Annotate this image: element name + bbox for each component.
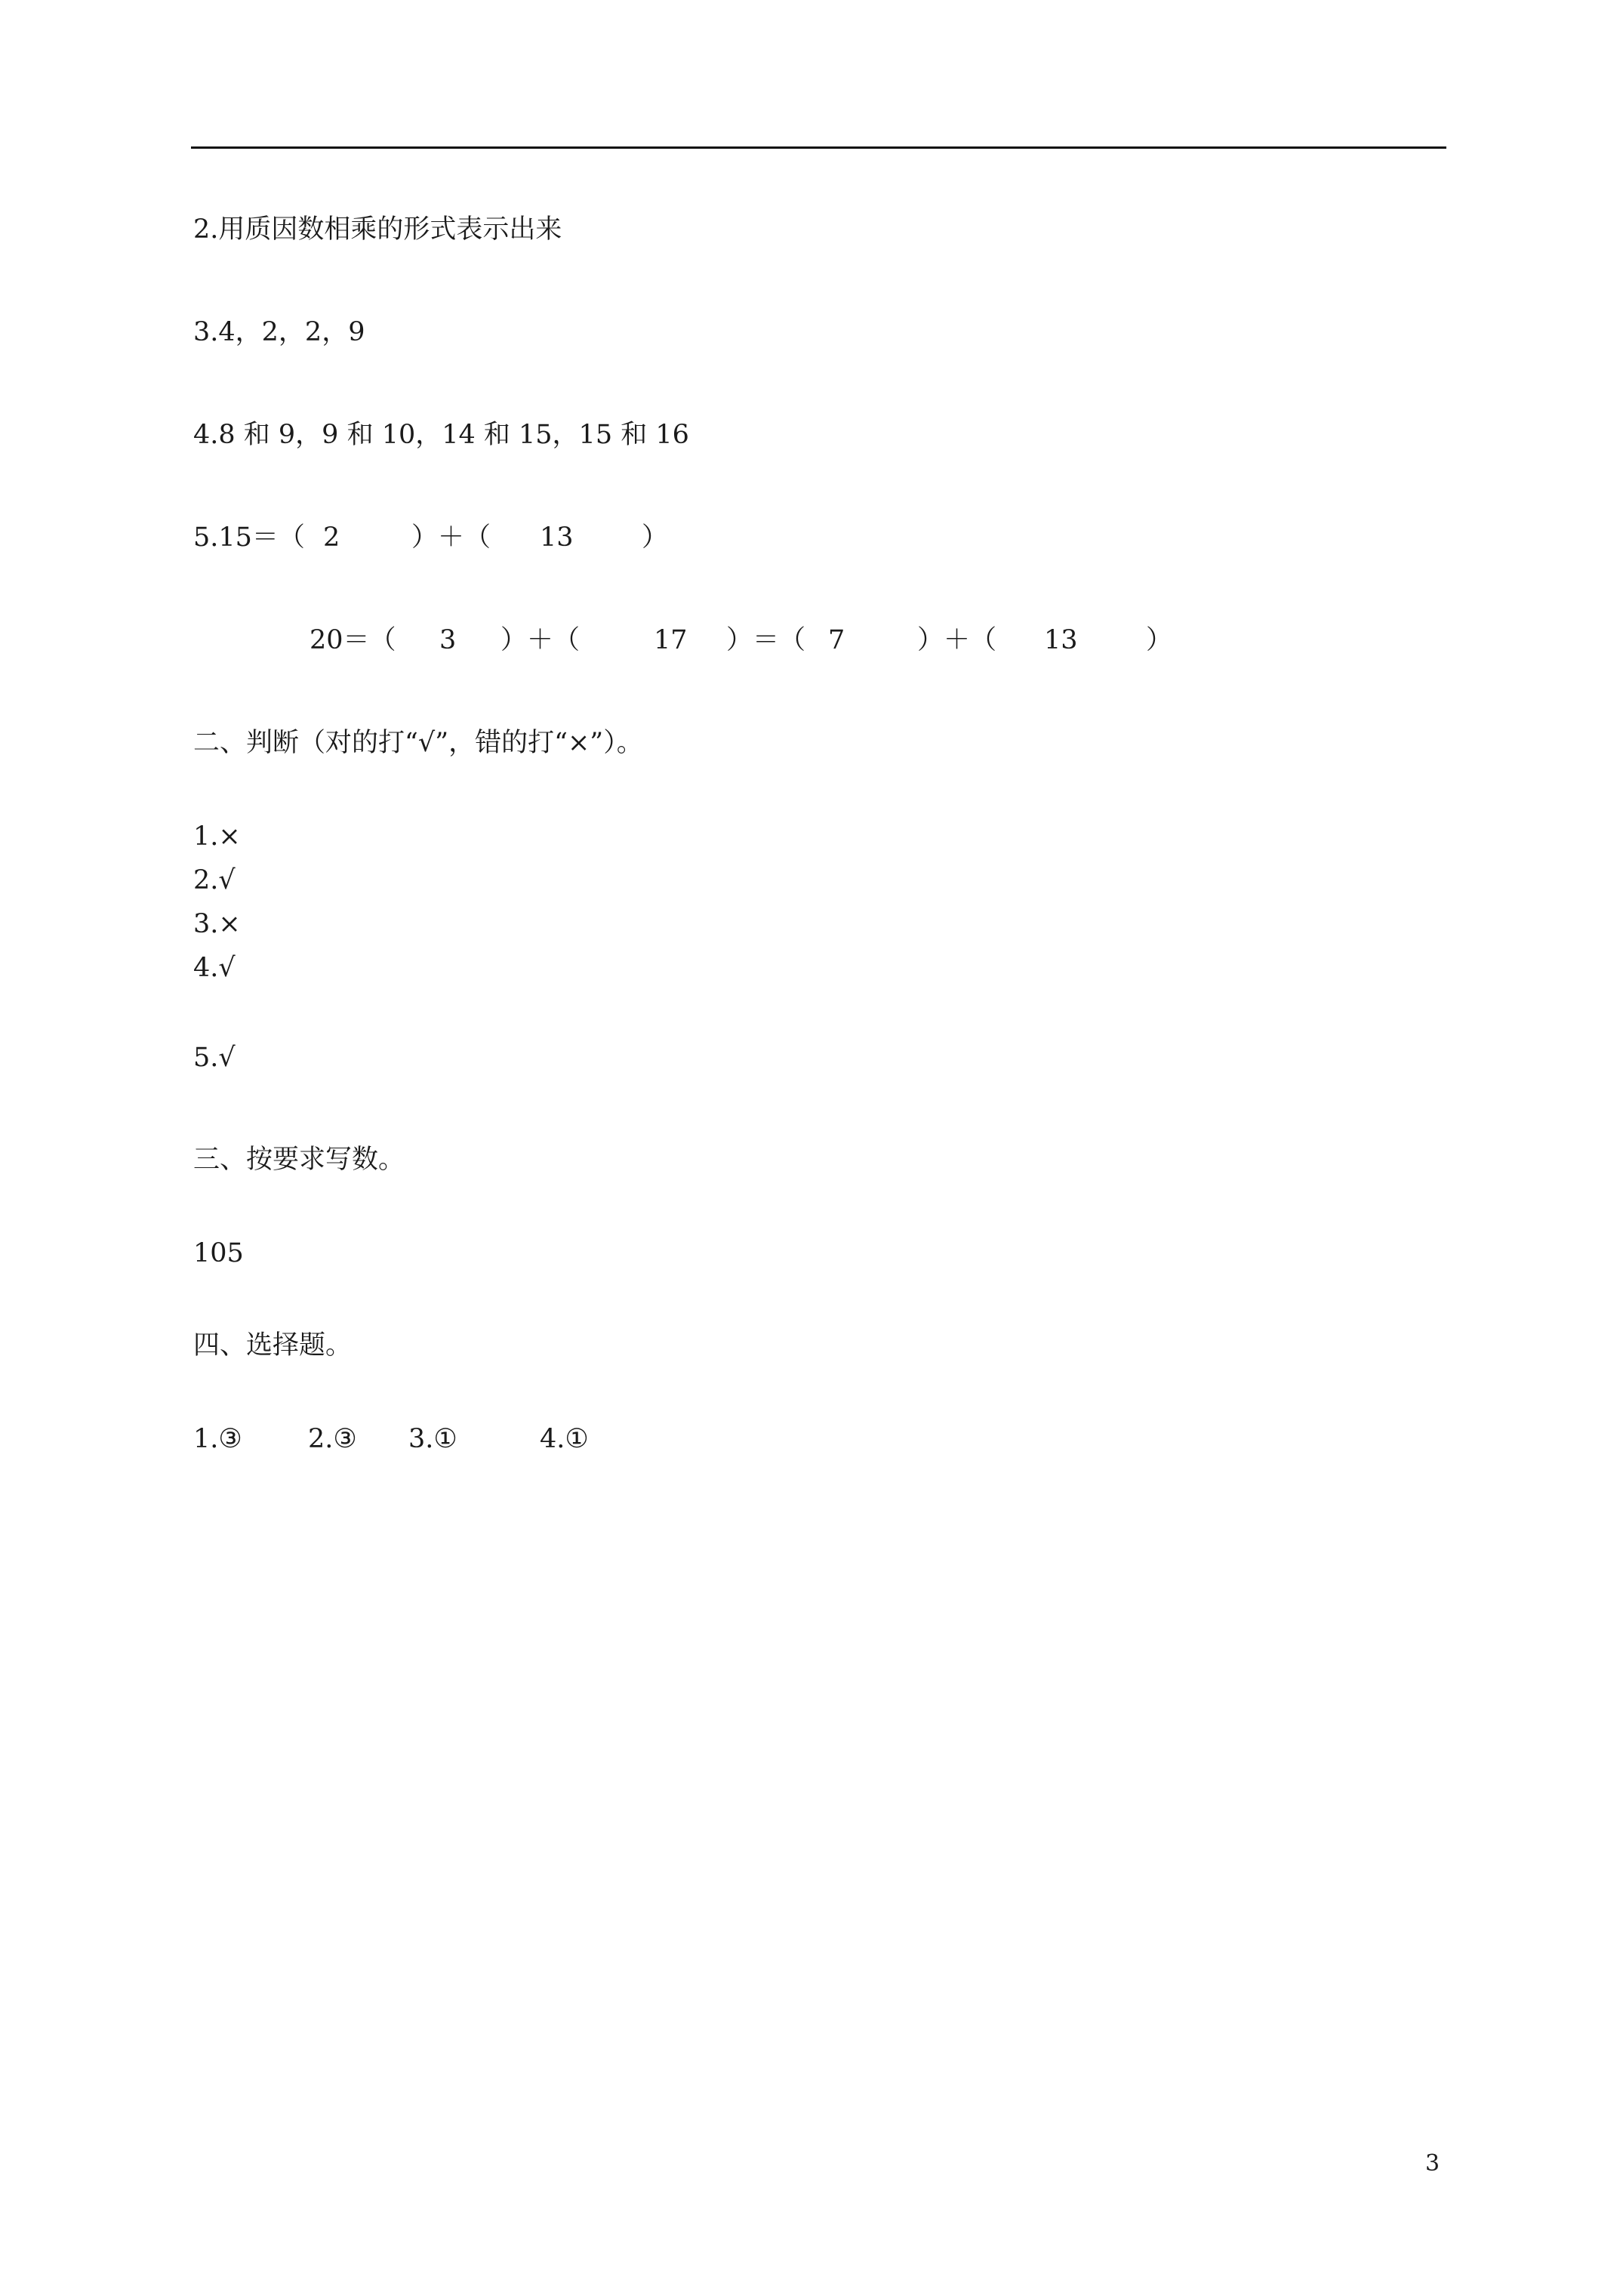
equation-text: ）＝（ xyxy=(726,625,806,655)
equation-text: ） xyxy=(1146,625,1173,655)
choice-answer-2: 2.③ xyxy=(308,1424,357,1454)
equation-text: ） xyxy=(642,522,669,553)
judge-answer-3: 3.× xyxy=(193,909,241,939)
choice-answer-4: 4.① xyxy=(540,1424,589,1454)
fill-answer-4: 4.8 和 9，9 和 10，14 和 15，15 和 16 xyxy=(193,420,689,450)
judge-answer-5: 5.√ xyxy=(193,1043,236,1073)
equation-text: 20＝（ xyxy=(310,625,396,655)
equation-value: 3 xyxy=(439,625,457,655)
equation-value: 13 xyxy=(540,522,574,553)
equation-value: 2 xyxy=(323,522,340,553)
page-number: 3 xyxy=(1425,2150,1440,2177)
header-rule xyxy=(191,146,1446,149)
choice-answer-1: 1.③ xyxy=(193,1424,242,1454)
section-heading-write-numbers: 三、按要求写数。 xyxy=(193,1145,405,1175)
equation-text: ）＋（ xyxy=(917,625,997,655)
equation-value: 7 xyxy=(828,625,845,655)
section-heading-judge: 二、判断（对的打“√”，错的打“×”）。 xyxy=(193,728,643,758)
equation-value: 13 xyxy=(1044,625,1078,655)
judge-answer-4: 4.√ xyxy=(193,953,236,983)
choice-answer-3: 3.① xyxy=(408,1424,457,1454)
write-numbers-answer: 105 xyxy=(193,1238,244,1268)
judge-answer-1: 1.× xyxy=(193,821,241,852)
fill-answer-3: 3.4，2，2，9 xyxy=(193,317,365,347)
judge-answer-2: 2.√ xyxy=(193,865,236,895)
equation-text: 5.15＝（ xyxy=(193,522,305,553)
section-heading-choice: 四、选择题。 xyxy=(193,1330,353,1361)
equation-value: 17 xyxy=(654,625,688,655)
fill-answer-2: 2.用质因数相乘的形式表示出来 xyxy=(193,214,562,245)
equation-text: ）＋（ xyxy=(411,522,491,553)
equation-text: ）＋（ xyxy=(500,625,581,655)
